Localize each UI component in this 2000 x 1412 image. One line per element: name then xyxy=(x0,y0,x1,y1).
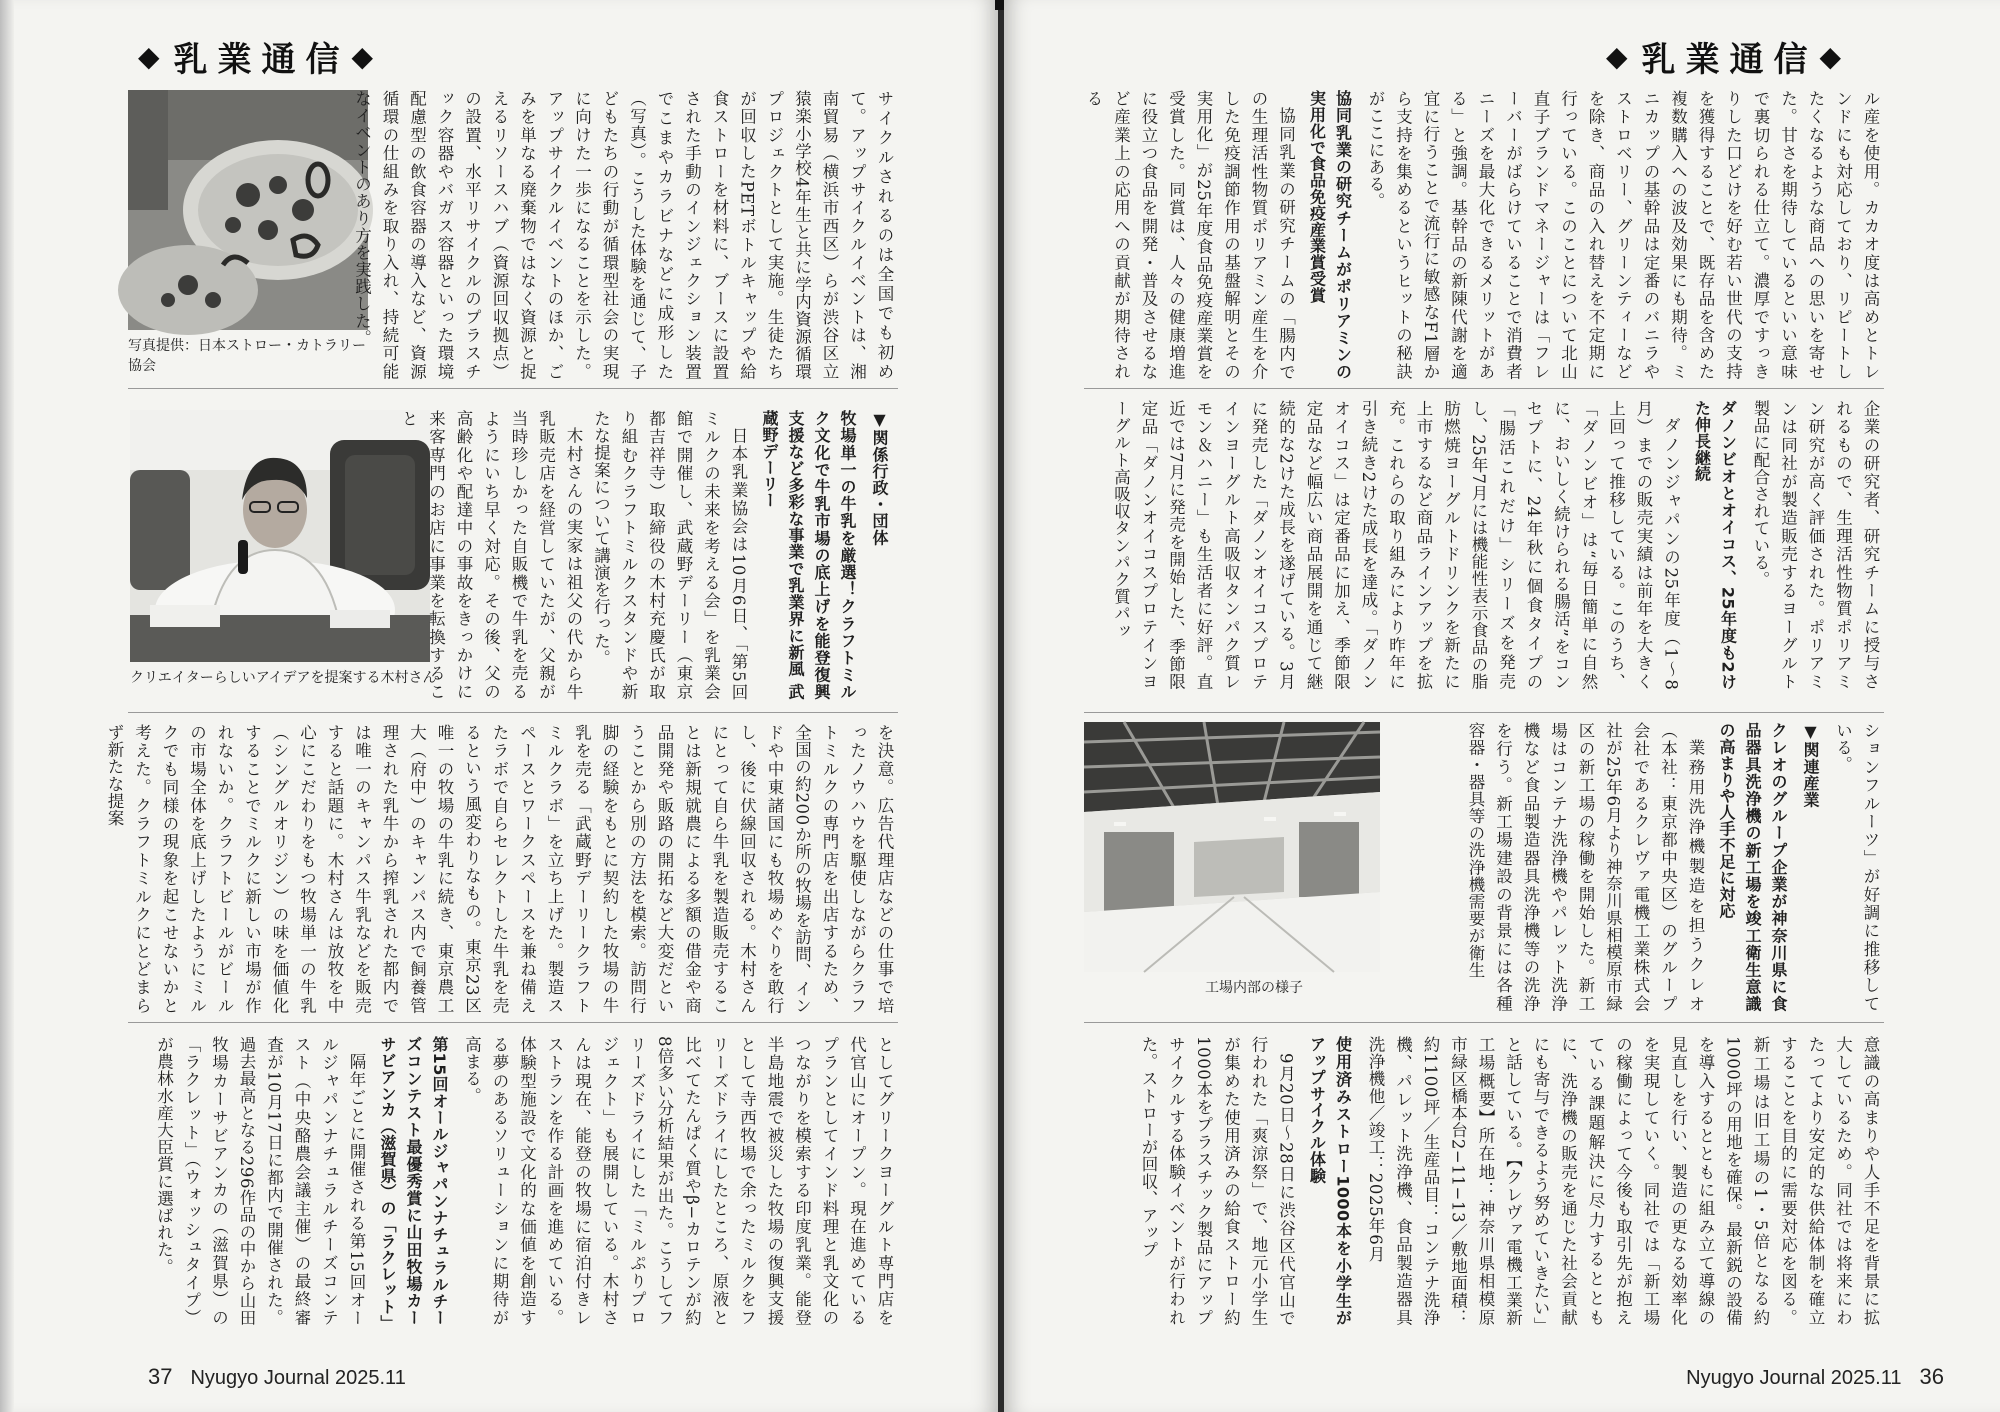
column-rule xyxy=(128,1022,898,1023)
left-page xyxy=(0,0,998,1412)
article-body: サイクルされるのは全国でも初めて。アップサイクルイベントは、湘南貿易（横浜市西区）らが渋谷区立猿楽小学校4年生と共に学内資源循環プロジェクトとして実施。生徒たちが回収したPETボトルキャップや給食ストローを材料に、ブースに設置された手動のインジェクション装置でこまやカラビナなどに成形した（写真）。こうした体験を通じて、子どもたちの行動が循環型社会の実現に向けた一歩になることを示した。アップサイクルイベントのほか、ごみを単なる廃棄物ではなく資源と捉えるリソースハブ（資源回収拠点）の設置、水平リサイクルのプラスチック容器やバガス容器といった環境配慮型の飲食容器の導入など、資源循環の仕組みを取り入れ、持続可能なイベントのあり方を実践した。 xyxy=(352,90,894,380)
page-edge xyxy=(0,0,14,1412)
article-body: 9月20日〜28日に渋谷区代官山で行われた「爽涼祭」で、地元小学生が集めた使用済みの給食ストロー約1000本をプラスチック製品にアップサイクルする体験イベントが行われた。ストローが回収、アップ xyxy=(1139,1036,1296,1326)
section-title-text: 乳業通信 xyxy=(1641,39,1818,80)
article-straw-upcycle xyxy=(1084,1036,1884,1326)
article-body: 木村さんの実家は祖父の代から牛乳販売店を経営していたが、父親が当時珍しかった自販機で牛乳を売るようにいち早く対応。その後、父の高齢化や配達中の事故をきっかけに来客専門のお店に事業を転換すること xyxy=(399,410,583,700)
journal-name: Nyugyo Journal 2025.11 xyxy=(190,1367,406,1389)
article-body: ションフルーツ」が好調に推移している。 xyxy=(1833,722,1880,1012)
article-upcycle-continued xyxy=(352,90,898,380)
diamond-icon: ◆ xyxy=(1819,39,1842,73)
article-headline: 第15回オールジャパンナチュラルチーズコンテスト最優秀賞に山田牧場カーサビアンカ（滋賀県）の「ラクレット」 xyxy=(378,1036,449,1332)
article-ice-cream-continued xyxy=(1084,90,1884,380)
article-headline: クレオのグループ企業が神奈川県に食品器具洗浄機の新工場を竣工衛生意識の高まりや人手不足に対応 xyxy=(1717,722,1788,1012)
article-headline: ダノンビオとオイコス、25年度も2けた伸長継続 xyxy=(1692,400,1738,690)
page-footer-left xyxy=(148,1364,406,1390)
photo-caption: クリエイターらしいアイデアを提案する木村さん xyxy=(130,670,437,686)
article-body: を決意。広告代理店などの仕事で培ったノウハウを駆使しながらクラフトミルクの専門店を出店するため、全国の約200か所の牧場を訪問、インドや中東諸国にも牧場めぐりを敢行し、後に伏線回収される。木村さんにとって自ら牛乳を製造販売することは新規就農による多額の借金や商品開発や販路の開拓など大変だということから別の方法を模索。訪問行脚の経験をもとに契約した牧場の牛乳を売る「武蔵野デーリークラフトミルクラボ」を立ち上げた。製造スペースとワークスペースを兼ね備えたラボで自らセレクトした牛乳を売るという風変わりなもの。東京23区唯一の牧場の牛乳に続き、東京農工大（府中）のキャンパス内で飼養管理された乳牛から搾乳された都内では唯一のキャンパス牛乳などを販売すると話題に。木村さんは放牧を中心にこだわりをもつ牧場単一の牛乳（シングルオリジン）の味を価値化することでミルクに新しい市場が作れないか。クラフトビールがビールの市場全体を底上げしたようにミルクでも同様の現象を起こせないかと考えた。クラフトミルクにとどまらず新たな提案 xyxy=(105,724,894,1014)
photo-kimura-image xyxy=(130,410,430,662)
page-footer-right xyxy=(1686,1364,1944,1390)
article-cheese-contest xyxy=(128,1036,898,1332)
article-body: ダノンジャパンの25年度（1〜8月）までの販売実績は前年を大きく上回って推移している。このうち、「ダノンビオ」は“毎日簡単に自然に、おいしく続けられる腸活”をコンセプトに、24年秋に個食タイプの「腸活これだけ」シリーズを発売し、25年7月には機能性表示食品の脂肪燃焼ヨーグルトドリンクを新たに上市するなど商品ラインアップを拡充。これらの取り組みにより昨年に引き続き2けた成長を達成。「ダノンオイコス」は定番品に加え、季節限定品など幅広い商品展開を通じて継続的な2けた成長を遂げている。3月に発売した「ダノンオイコスプロテインヨーグルト高吸収タンパク質レモン＆ハニー」も生活者に好評。直近では7月に発売を開始した、季節限定品「ダノンオイコスプロテインヨーグルト高吸収タンパク質パッ xyxy=(1111,400,1681,690)
section-title-right xyxy=(1606,30,1841,82)
article-headline: 使用済みストロー1000本を小学生がアップサイクル体験 xyxy=(1307,1036,1353,1326)
article-musashino-dairy-continued xyxy=(105,724,898,1014)
page-number: 36 xyxy=(1919,1364,1944,1389)
column-rule xyxy=(1084,388,1884,389)
article-body: 企業の研究者、研究チームに授与されるもので、生理活性物質ポリアミン研究が高く評価された。ポリアミンは同社が製造販売するヨーグルト製品に配合されている。 xyxy=(1751,400,1880,690)
article-danone xyxy=(1084,400,1884,690)
article-body: 業務用洗浄機製造を担うクレオ（本社：東京都中央区）のグループ会社であるクレヴァ電機工業株式会社が25年6月より神奈川県相模原市緑区の新工場の稼働を開始した。新工場はコンテナ洗浄機やパレット洗浄機など食品製造器具洗浄機等の洗浄を行う。新工場建設の背景には各種容器・器具等の洗浄機需要が衛生 xyxy=(1466,722,1705,1012)
article-body: 隔年ごとに開催される第15回オールジャパンナチュラルチーズコンテスト（中央酪農会議主催）の最終審査が10月17日に都内で開催された。過去最高となる296作品の中から山田牧場カーサビアンカの（滋賀県）の「ラクレット」（ウォッシュタイプ）が農林水産大臣賞に選ばれた。 xyxy=(154,1036,366,1326)
page-number: 37 xyxy=(148,1364,173,1389)
article-body: としてグリークヨーグルト専門店を代官山にオープン。現在進めているプランとしてインド料理と乳文化のつながりを模索する印度乳業。能登半島地震で被災した牧場の復興支援として寺西牧場で余ったミルクをフリーズドライにしたところ、原液と比べてたんぱく質やβ−カロテンが約8倍多い分析結果が出た。こうしてフリーズドライにした「ミルぷりプロジェクト」も展開している。木村さんは現在、能登の牧場に宿泊付きレストランを作る計画を進めている。体験型施設で文化的な価値を創造する夢のあるソリューションに期待が高まる。 xyxy=(462,1036,894,1326)
column-rule xyxy=(128,712,898,713)
column-rule xyxy=(1084,712,1884,713)
article-headline: 協同乳業の研究チームがポリアミンの実用化で食品免疫産業賞受賞 xyxy=(1307,90,1353,380)
column-rule xyxy=(128,388,898,389)
right-page xyxy=(1004,0,2000,1412)
photo-factory-interior xyxy=(1084,722,1380,972)
article-body: ル産を使用。カカオ度は高めとトレンドにも対応しており、リピートしたくなるような商品への思いを寄せた。甘さを期待しているといい意味で裏切られる仕立て。濃厚ですっきりした口どけを好む若い世代の支持を獲得することで、既存品を含めた複数購入への波及効果にも期待。ミニカップの基幹品は定番のバニラやストロベリー、グリーンティーなどを除き、商品の入れ替えを不定期に行っている。このことについて北山直子ブランドマネージャーは「フレーバーがばらけていることで消費者ニーズを最大化できるメリットがある」と強調。基幹品の新陳代謝を適宜に行うことで流行に敏感なF1層から支持を集めるというヒットの秘訣がここにある。 xyxy=(1366,90,1880,380)
column-rule xyxy=(1084,1022,1884,1023)
article-body: 協同乳業の研究チームの「腸内での生理活性物質ポリアミン産生を介した免疫調節作用の基盤解明とその実用化」が25年度食品免疫産業賞を受賞した。同賞は、人々の健康増進に役立つ食品を開発・普及させるなど産業上の応用への貢献が期待される xyxy=(1084,90,1296,380)
photo-upcycled-items-image xyxy=(128,90,368,330)
photo-upcycled-items xyxy=(128,90,368,330)
section-title-left xyxy=(138,30,373,82)
photo-caption: 工場内部の様子 xyxy=(1205,980,1303,996)
article-cleo-factory xyxy=(1392,722,1884,1012)
photo-kimura-speaking xyxy=(130,410,430,662)
article-body: 意識の高まりや人手不足を背景に拡大しているため。同社では将来にわたってより安定的な供給体制を確立することを目的に需要対応を図る。新工場は旧工場の1・5倍となる約1000坪の用地を確保。最新鋭の設備を導入するとともに組み立て導線の見直しを行い、製造の更なる効率化を実現していく。同社では「新工場の稼働によって今後も取引先が抱えている課題解決に尽力するとともに、洗浄機の販売を通じた社会貢献にも寄与できるよう努めていきたい」と話している。【クレヴァ電機工業新工場概要】所在地：神奈川県相模原市緑区橋本台2−11−13／敷地面積：約1100坪／生産品目：コンテナ洗浄機、パレット洗浄機、食品製造器具洗浄機他／竣工：2025年6月 xyxy=(1366,1036,1880,1326)
diamond-icon: ◆ xyxy=(1606,39,1628,73)
diamond-icon: ◆ xyxy=(351,39,374,73)
section-title-text: 乳業通信 xyxy=(173,39,350,80)
article-musashino-dairy xyxy=(399,410,898,700)
journal-name: Nyugyo Journal 2025.11 xyxy=(1686,1367,1902,1389)
photo-caption: 写真提供：日本ストロー・カトラリー協会 xyxy=(128,338,366,374)
category-label: ▼関連産業 xyxy=(1801,722,1820,808)
article-headline: 牧場単一の牛乳を厳選！クラフトミルク文化で牛乳市場の底上げを能登復興支援など多彩な事業で乳業界に新風 武蔵野デーリー xyxy=(760,410,857,700)
category-label: ▼関係行政・団体 xyxy=(870,410,889,546)
article-body: 日本乳業協会は10月6日、「第5回ミルクの未来を考える会」を乳業会館で開催し、武蔵野デーリー（東京都吉祥寺）取締役の木村充慶氏が取り組むクラフトミルクスタンドや新たな提案について講演を行った。 xyxy=(591,410,748,700)
photo-factory-image xyxy=(1084,722,1380,972)
diamond-icon: ◆ xyxy=(138,39,160,73)
